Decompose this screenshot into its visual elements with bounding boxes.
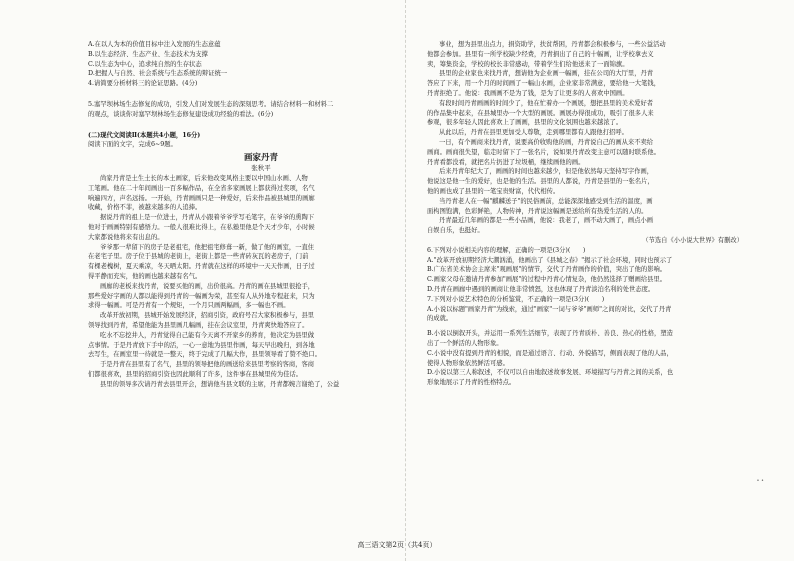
story-line: 改革开放初期，县城开始发展经济，招商引资，政府号召大家积极参与，县里 <box>100 312 315 320</box>
story-line: 求得一幅画。可是丹青有一个规矩，一个月只画两幅画，多一幅也不画。 <box>88 302 290 310</box>
edge-dots-icon: • • <box>756 478 764 484</box>
story-line: 一日，有个画商来找丹青，说要高价收购他的画，丹青说自己的画从来不卖给 <box>439 138 654 146</box>
q6-options <box>427 256 773 295</box>
q7-options: A.小说以标题"画家丹青"为线索，通过"画家"一词与爷爷"画师"之间的对比，交代了丹青 的成就。 B.小说以倒叙开头，并运用一系列生活细节，表现了丹青质朴、善良、热心的性格，塑造 出了一个鲜活的人物形象。 C.小说中没有提到丹青的相貌，而是通过语言、行动、外貌描写，侧面表现了他的人品， 使得人物形象依然鲜活可感。 D.小说以第三人称叙述，不仅可以自由地叙述故事发展、环境描写与丹青之间的关系，也 形象地展示了丹青的性格特点。 <box>427 305 674 387</box>
question-7: 7.下列对小说艺术特色的分析鉴赏，不正确的一项是(3分)( ) <box>427 295 605 303</box>
story-line: 吃水不忘挖井人，丹青觉得自己能有今天离不开家乡的养育，他决定为县里做 <box>100 331 315 339</box>
story-line: 领导找到丹青，希望他能为县里画几幅画，挂在会议室里，丹青爽快地答应了。 <box>88 321 309 329</box>
story-line: 丹青拒绝了。他说：我画画不是为了钱，是为了让更多的人喜欢中国画。 <box>427 89 629 97</box>
section-heading: (二)现代文阅读Ⅱ(本题共4小题，16分) <box>88 131 201 139</box>
q6-option-c: C.画家父母在邀请丹青参加"画展"的过程中丹青心情复杂，他仍然选择了赠画给县里。 <box>427 276 667 284</box>
story-line: 县里的领导多次请丹青去县里开会，想请他当县文联的主席，丹青都婉言谢绝了，公益 <box>100 380 340 388</box>
story-line: 们都很喜欢，县里的招商引资也因此顺利了许多，这件事在县城里传为佳话。 <box>88 370 303 378</box>
story-line: 答应了下来，用一个月的时间画了一幅山水画，企业家非常满意，要给他一大笔钱， <box>427 80 660 88</box>
story-line: 于是丹青在县里有了名气，县里的领导把他的画送给来县里考察的客商，客商 <box>100 361 315 369</box>
story-line: 他对于画画特别有感悟力。一般人很难比得上，在私塾里他是个天才少年，小时候 <box>88 223 315 231</box>
story-line: 点事情。于是丹青放下手中的活，一心一意地为县里作画，每天早出晚归，到各地 <box>88 341 315 349</box>
option-d: D.把握人与自然、社会系统与生态系统的辩证统一 <box>88 70 228 78</box>
story-line: 得平静而充实，他的画也越来越有名气。 <box>88 272 202 280</box>
story-author: 张秋平 <box>251 164 271 173</box>
question-5: 5.塞罕坝林场生态修复的成功，引发人们对发展生态的深刻思考。请结合材料一和材料二 的观点，谈谈你对塞罕坝林场生态修复建设成功经验的看法。(6分) <box>88 100 334 118</box>
story-line: 面构图饱满，色彩鲜艳，人物传神，丹青说这幅画是送给所有热爱生活的人的。 <box>427 207 648 215</box>
story-line: 自娱自乐，也挺好。 <box>427 227 484 235</box>
q3-options <box>88 40 434 79</box>
story-line: 画廊的老板来找丹青，说要买他的画，出价很高。丹青的画在县城里很抢手， <box>100 282 315 290</box>
story-line: 丹青看都没看，就把名片扔进了垃圾桶，继续画他的画。 <box>427 158 585 166</box>
story-line: 他都会参加。县里有一所学校缺少经费，丹青捐出了自己的十幅画，让学校拿去义 <box>427 50 654 58</box>
reading-instruction: 阅读下面的文字，完成6~9题。 <box>88 141 177 149</box>
question-6: 6.下列对小说相关内容的理解，正确的一项是(3分)( ) <box>427 246 586 254</box>
story-line: 当丹青老人在一幅"麒麟送子"的民俗画前，总能深深地感受到生活的温度，画 <box>439 197 653 205</box>
story-body-left <box>88 174 434 390</box>
story-line: 响遍四方，声名远扬。一开始，丹青画画只是一种爱好，后来作品被县城里的画廊 <box>88 194 315 202</box>
story-line: 收藏，价格不菲，被越来越多的人追捧。 <box>88 204 202 212</box>
story-line: 有棵老槐树，夏天乘凉，冬天晒太阳。丹青就在这样的环境中一天天作画，日子过 <box>88 263 315 271</box>
story-line: 的作品集中起来，在县城里办一个大型的画展。画展办得很成功，吸引了很多人来 <box>427 109 654 117</box>
q6-option-d: D.丹青在画廊中遇到的画商让他非常愤怒，这也体现了丹青淡泊名利的处世态度。 <box>427 285 655 293</box>
story-line: 去写生，在画室里一待就是一整天，终于完成了几幅大作，县里领导看了赞不绝口。 <box>88 351 321 359</box>
story-line: 尚家丹青是土生土长的本土画家，后来他改变风格主要以中国山水画、人物 <box>100 174 308 182</box>
story-line: 从此以后，丹青在县里更加受人尊敬，走到哪里都有人跟他打招呼。 <box>439 129 628 137</box>
story-line: 他说这是他一生的爱好，也是他的生活。县里的人都说，丹青是县里的一张名片， <box>427 178 654 186</box>
story-line: 卖，筹集资金，学校的校长非常感动，带着学生们给他送来了一面锦旗。 <box>427 60 629 68</box>
page-footer: 高三语文第2页（共4页） <box>357 541 437 549</box>
right-column <box>427 40 773 388</box>
story-line: 爷爷那一辈留下的房子是老祖宅，他把祖宅修葺一新，做了他的画室，一直住 <box>100 243 315 251</box>
source-note: （节选自《小小说大世界》有删改） <box>642 236 743 244</box>
option-b: B.以生态经济、生态产业、生态技术为支撑 <box>88 50 208 58</box>
question-4: 4.请简要分析材料三的论证思路。(4分) <box>88 80 198 88</box>
story-line: 有段时间丹青画画的时间少了，他在忙着办一个画展，想把县里的美术爱好者 <box>439 99 654 107</box>
story-line: 画商。画商很失望，临走时留下了一张名片，说如果丹青改变主意可以随时联系他。 <box>427 148 660 156</box>
left-column <box>88 40 434 390</box>
story-line: 他的画也成了县里的一笔宝贵财富，代代相传。 <box>427 187 560 195</box>
story-line: 那些爱好字画的人都以能得到丹青的一幅画为荣，甚至有人从外地专程赶来，只为 <box>88 292 315 300</box>
story-line: 县里的企业家也来找丹青，想请他为企业画一幅画，挂在公司的大厅里，丹青 <box>439 70 654 78</box>
story-line: 据说丹青的祖上是一位进士，丹青从小跟着爷爷学写毛笔字，在爷爷的熏陶下 <box>100 214 315 222</box>
story-line: 丹青最近几年画的都是一些小品画，他说：我老了，画不动大画了，画点小画 <box>439 217 654 225</box>
story-line: 参观，很多年轻人因此喜欢上了画画，县里的文化氛围也越来越浓了。 <box>427 119 623 127</box>
option-c: C.以生态为中心，追求纯自然的生存状态 <box>88 60 202 68</box>
q6-option-b: B.广东省美术协会主席来"观画展"的情节，交代了丹青画作的价值，突出了他的影响。 <box>427 266 667 274</box>
story-title: 画家丹青 <box>243 153 278 164</box>
story-body-right <box>427 40 773 236</box>
story-line: 事业，想为县里出点力，捐资助学，扶贫帮困，丹青都会积极参与，一些公益活动 <box>439 41 666 48</box>
story-line: 在老宅子里。房子位于县城的老街上，老街上都是一些青砖灰瓦的老房子，门前 <box>88 253 309 261</box>
option-a: A.在以人为本的价值目标中注入发展的生态意蕴 <box>88 41 221 48</box>
story-line: 大家都说他将来有出息的。 <box>88 233 164 241</box>
story-line: 工笔画。他在二十年间画出一百多幅作品，在全省多家画展上都获得过奖项，名气 <box>88 184 315 192</box>
q6-option-a: A."改革开放初期经济大潮汹涌，他画出了《县城之春》"揭示了社会环境，同时也预示了 <box>427 256 673 264</box>
story-line: 后来丹青年纪大了，画画的时间也越来越少，但是他依然每天坚持写字作画， <box>439 168 654 176</box>
